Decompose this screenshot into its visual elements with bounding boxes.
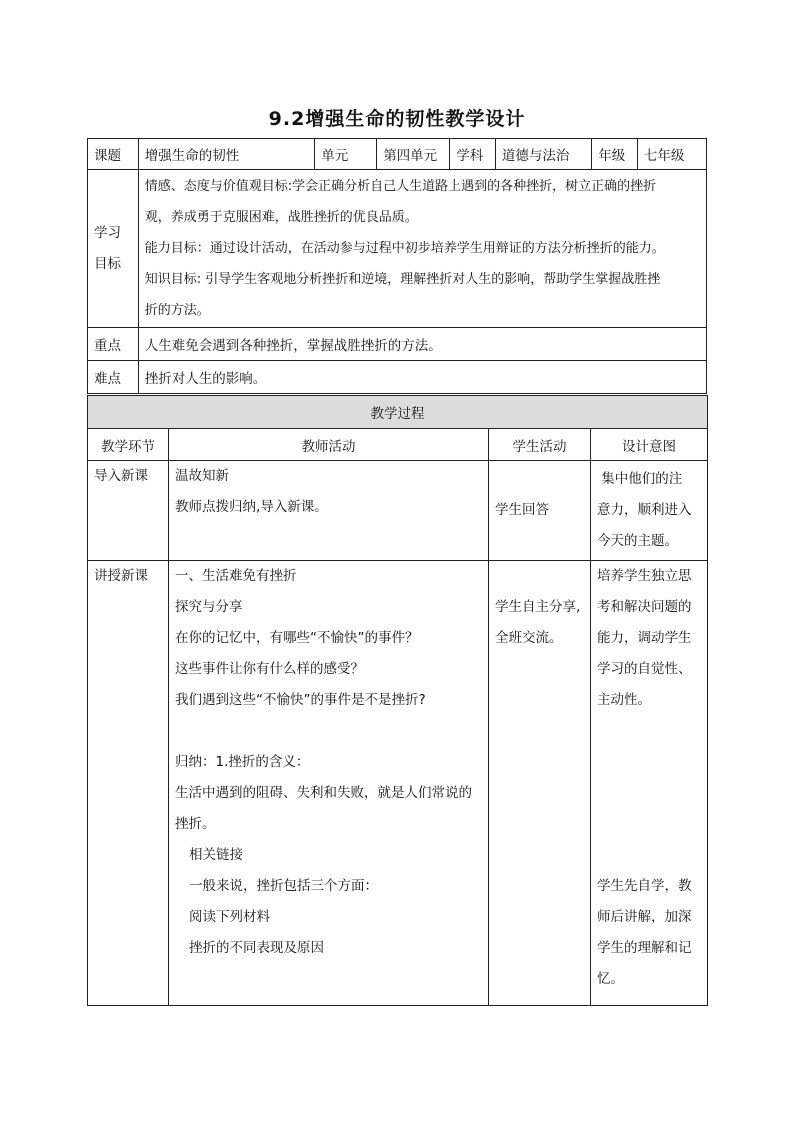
teacher-cell: 温故知新 教师点拨归纳,导入新课。	[169, 461, 489, 561]
objective-line: 观，养成勇于克服困难，战胜挫折的优良品质。	[144, 210, 418, 225]
objective-line: 知识目标: 引导学生客观地分析挫折和逆境，理解挫折对人生的影响，帮助学生掌握战胜挫	[144, 272, 661, 287]
key-point-label: 重点	[88, 328, 139, 361]
subject-label: 学科	[450, 139, 496, 170]
difficulty-label: 难点	[88, 361, 139, 394]
difficulty-text: 挫折对人生的影响。	[138, 361, 706, 394]
key-point-text: 人生难免会遇到各种挫折，掌握战胜挫折的方法。	[138, 328, 706, 361]
col-stage: 教学环节	[88, 429, 169, 461]
key-point-row	[88, 328, 707, 361]
student-cell: 学生回答	[489, 461, 591, 561]
grade-label: 年级	[592, 139, 638, 170]
objectives-label: 学习 目标	[88, 170, 139, 328]
objectives-content	[138, 170, 706, 328]
intent-cell: 集中他们的注 意力，顺利进入 今天的主题。	[591, 461, 708, 561]
table-row	[88, 561, 708, 1006]
objective-line: 情感、态度与价值观目标:学会正确分析自己人生道路上遇到的各种挫折，树立正确的挫折	[144, 179, 657, 194]
process-header: 教学过程	[88, 396, 708, 429]
blank-line	[175, 716, 482, 747]
course-info-table	[87, 138, 707, 394]
teaching-process-table	[87, 395, 708, 1006]
col-intent: 设计意图	[591, 429, 708, 461]
objective-line: 折的方法。	[144, 303, 210, 318]
grade-value: 七年级	[637, 139, 706, 170]
student-cell: 学生自主分享, 全班交流。	[489, 561, 591, 1006]
difficulty-row	[88, 361, 707, 394]
objective-line: 能力目标：通过设计活动，在活动参与过程中初步培养学生用辩证的方法分析挫折的能力。	[144, 241, 665, 256]
intent-cell: 培养学生独立思 考和解决问题的 能力，调动学生 学习的自觉性、 主动性。 学生先自学，教 师后讲解，加深 学生的理解和记 忆。	[591, 561, 708, 1006]
process-header-row	[88, 396, 708, 429]
subject-value: 道德与法治	[495, 139, 591, 170]
unit-label: 单元	[315, 139, 377, 170]
stage-cell: 讲授新课	[88, 561, 169, 1006]
column-header-row	[88, 429, 708, 461]
topic-value: 增强生命的韧性	[138, 139, 315, 170]
col-student: 学生活动	[489, 429, 591, 461]
table-row	[88, 461, 708, 561]
objectives-row	[88, 170, 707, 328]
unit-value: 第四单元	[377, 139, 450, 170]
col-teacher: 教师活动	[169, 429, 489, 461]
topic-label: 课题	[88, 139, 139, 170]
info-row	[88, 139, 707, 170]
page-title: 9.2增强生命的韧性教学设计	[268, 108, 526, 130]
stage-cell: 导入新课	[88, 461, 169, 561]
teacher-cell: 一、生活难免有挫折 探究与分享 在你的记忆中，有哪些“不愉快”的事件？ 这些事件让你有什么样的感受？ 我们遇到这些“不愉快”的事件是不是挫折? 归纳：1.挫折的含义： 生活中遇到的阻碍、失利和失败，就是人们常说的 挫折。 相关链接 一般来说，挫折包括三个方面： 阅读下列材料 挫折的不同表现及原因	[169, 561, 489, 1006]
spacer	[597, 716, 701, 871]
